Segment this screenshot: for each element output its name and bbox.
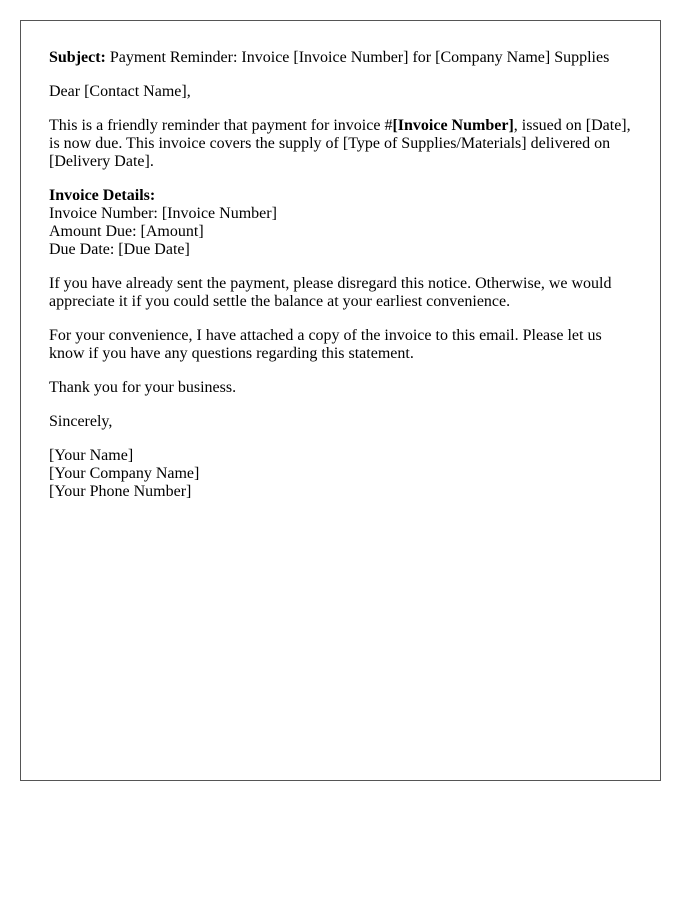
intro-text-end: , issued on [Date], is now due. This invoice covers the supply of [Type of Supplies/Materials] delivered on [Delivery Date]. [49, 117, 631, 170]
intro-text: This is a friendly reminder that payment for invoice # [49, 117, 393, 134]
invoice-number-bold: [Invoice Number] [392, 117, 514, 134]
disregard-paragraph: If you have already sent the payment, please disregard this notice. Otherwise, we would appreciate it if you could settle the balance at your earliest convenience. [49, 275, 612, 310]
signature [49, 447, 632, 501]
invoice-details [49, 187, 632, 259]
attachment-paragraph: For your convenience, I have attached a copy of the invoice to this email. Please let us know if you have any questions regarding this statement. [49, 327, 602, 362]
thanks-paragraph: Thank you for your business. [49, 379, 237, 396]
intro-paragraph [49, 117, 632, 171]
closing: Sincerely, [49, 413, 113, 430]
detail-amount-due: Amount Due: [Amount] [49, 223, 204, 240]
signature-company: [Your Company Name] [49, 465, 200, 482]
subject-line [49, 49, 632, 67]
detail-due-date: Due Date: [Due Date] [49, 241, 190, 258]
details-heading: Invoice Details: [49, 187, 156, 204]
signature-phone: [Your Phone Number] [49, 483, 192, 500]
signature-name: [Your Name] [49, 447, 134, 464]
subject-text: Payment Reminder: Invoice [Invoice Number] for [Company Name] Supplies [109, 49, 610, 66]
detail-invoice-number: Invoice Number: [Invoice Number] [49, 205, 277, 222]
subject-label: Subject: [49, 49, 106, 66]
letter [20, 20, 661, 781]
greeting: Dear [Contact Name], [49, 83, 191, 100]
